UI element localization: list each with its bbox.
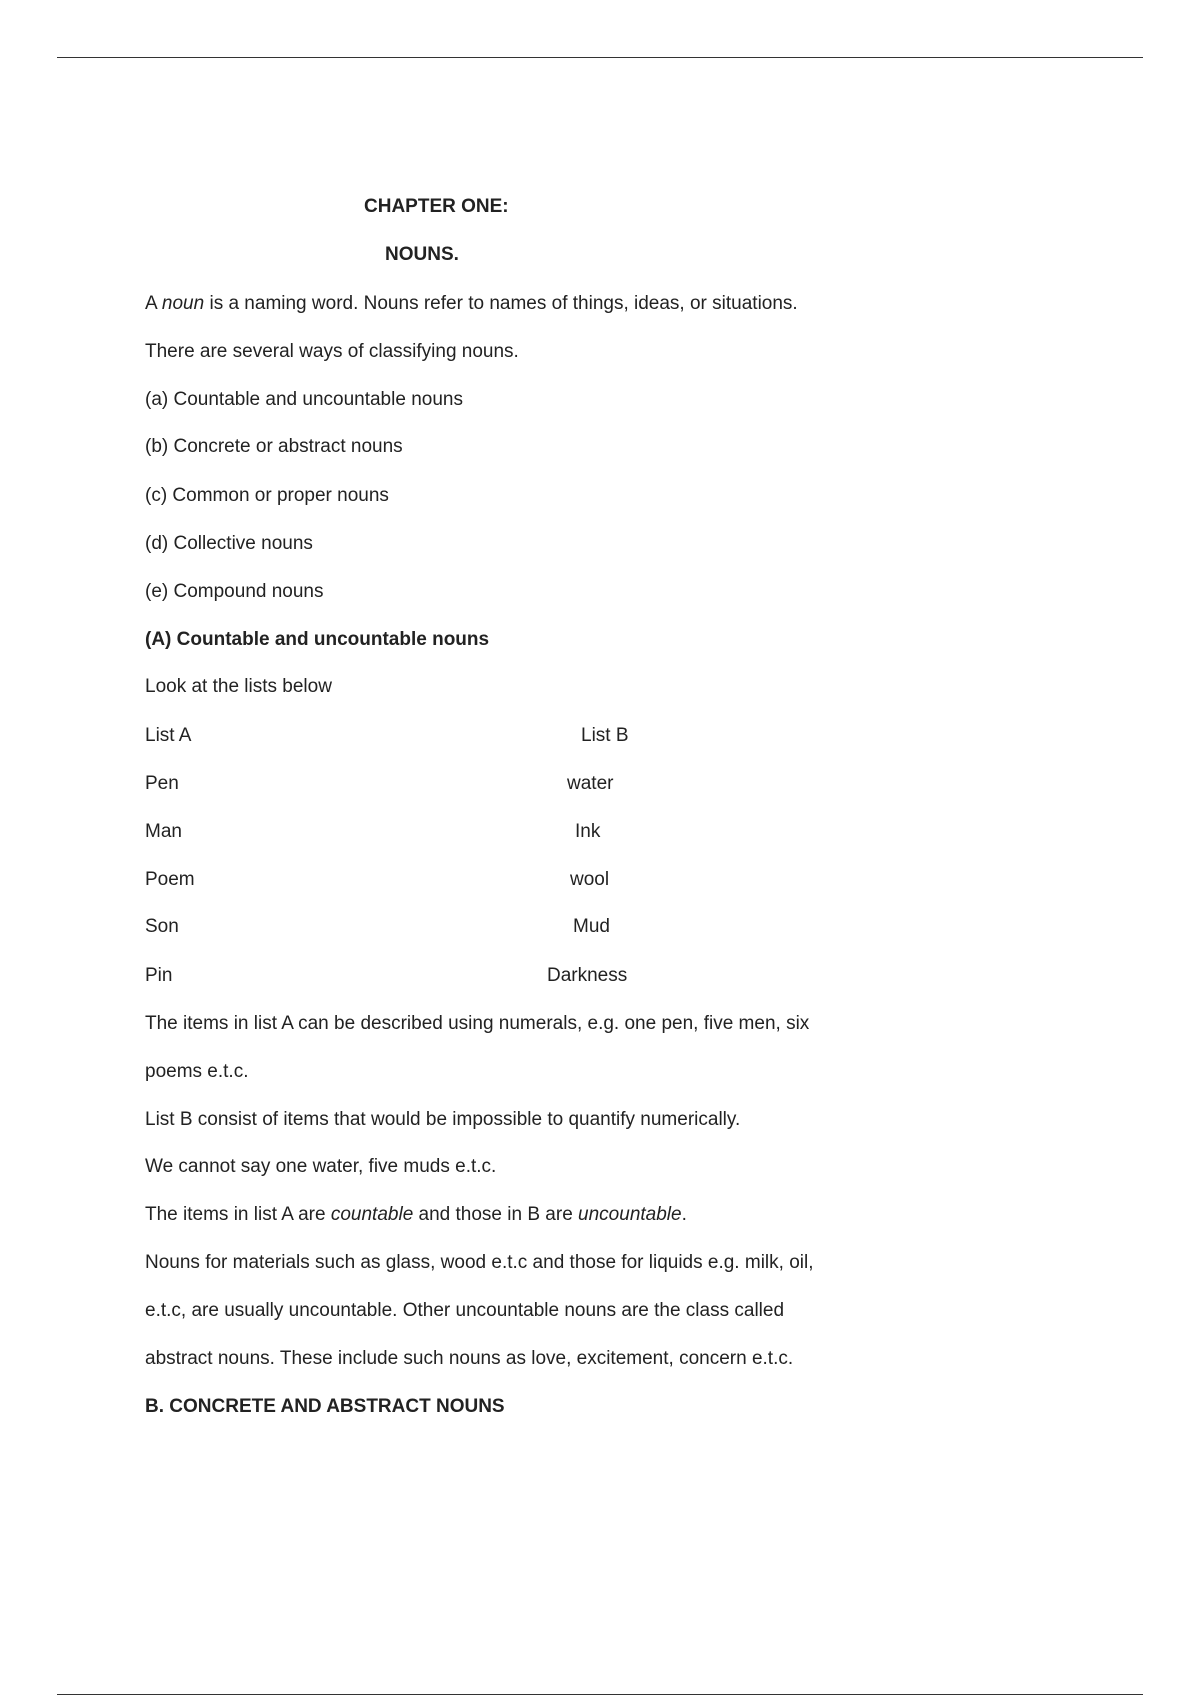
list-a-item: Pen	[145, 773, 179, 794]
lists-intro: Look at the lists below	[145, 676, 332, 697]
list-b-item: water	[567, 773, 614, 794]
class-item-d: (d) Collective nouns	[145, 533, 313, 554]
materials-paragraph-line-2: e.t.c, are usually uncountable. Other uncountable nouns are the class called	[145, 1300, 785, 1321]
list-a-item: Poem	[145, 869, 195, 890]
list-b-paragraph: List B consist of items that would be impossible to quantify numerically.	[145, 1109, 741, 1130]
countable-paragraph-line-1: The items in list A can be described using numerals, e.g. one pen, five men, six	[145, 1013, 810, 1034]
materials-paragraph-line-3: abstract nouns. These include such nouns as love, excitement, concern e.t.c.	[145, 1348, 794, 1369]
term-noun: noun	[161, 293, 205, 314]
list-a-header: List A	[145, 725, 192, 746]
class-item-a: (a) Countable and uncountable nouns	[145, 389, 463, 410]
list-b-item: wool	[570, 869, 610, 890]
class-item-c: (c) Common or proper nouns	[145, 485, 389, 506]
class-item-b: (b) Concrete or abstract nouns	[145, 436, 403, 457]
class-item-e: (e) Compound nouns	[145, 581, 324, 602]
list-a-item: Man	[145, 821, 182, 842]
list-b-item: Ink	[575, 821, 601, 842]
list-a-item: Son	[145, 916, 179, 937]
list-b-item: Mud	[573, 916, 610, 937]
countable-paragraph-line-2: poems e.t.c.	[145, 1061, 249, 1082]
list-b-item: Darkness	[547, 965, 628, 986]
list-a-item: Pin	[145, 965, 173, 986]
countable-summary: The items in list A are countable and those in B are uncountable.	[145, 1204, 687, 1225]
section-a-heading: (A) Countable and uncountable nouns	[145, 629, 490, 650]
term-uncountable: uncountable	[578, 1204, 682, 1225]
section-b-heading: B. CONCRETE AND ABSTRACT NOUNS	[145, 1396, 505, 1417]
example-paragraph: We cannot say one water, five muds e.t.c.	[145, 1156, 497, 1177]
list-b-header: List B	[581, 725, 629, 746]
chapter-title: CHAPTER ONE:	[364, 196, 509, 217]
classify-paragraph: There are several ways of classifying nouns.	[145, 341, 519, 362]
term-countable: countable	[330, 1204, 414, 1225]
definition-paragraph: A noun is a naming word. Nouns refer to names of things, ideas, or situations.	[145, 293, 798, 314]
footer-rule	[57, 1694, 1143, 1695]
chapter-subtitle: NOUNS.	[385, 244, 459, 265]
materials-paragraph-line-1: Nouns for materials such as glass, wood e.t.c and those for liquids e.g. milk, oil,	[145, 1252, 814, 1273]
header-rule	[57, 57, 1143, 58]
